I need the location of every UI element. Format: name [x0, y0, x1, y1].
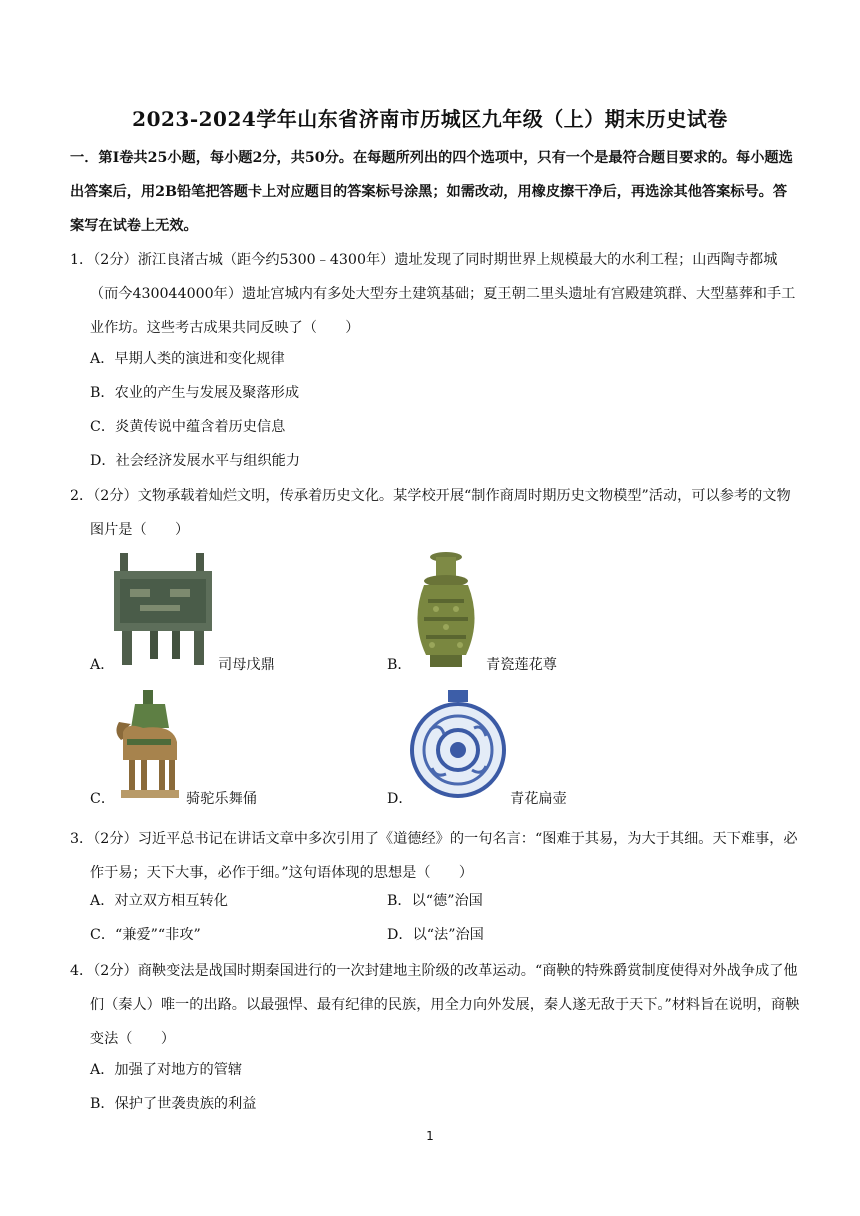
q4-option-a: A．加强了对地方的管辖	[90, 1062, 243, 1078]
camel-musicians-image	[113, 688, 183, 806]
q2-option-b-letter: B．	[387, 657, 412, 673]
question-3-stem: 3．（2分）习近平总书记在讲话文章中多次引用了《道德经》的一句名言：“图难于其易，为大于其细。天下难事，必作于易；天下大事，必作于细。”这句语体现的思想是（ ）	[70, 831, 798, 881]
q1-option-a: A．早期人类的演进和变化规律	[90, 351, 285, 367]
question-4-stem: 4．（2分）商鞅变法是战国时期秦国进行的一次封建地主阶级的改革运动。“商鞅的特殊爵赏制度使得对外战争成了他们（秦人）唯一的出路。以最强悍、最有纪律的民族，用全力向外发展，秦人遂无敌于天下。”材料旨在说明，商鞅变法（ ）	[70, 963, 800, 1047]
q1-option-b: B．农业的产生与发展及聚落形成	[90, 385, 300, 401]
q3-option-d: D．以“法”治国	[387, 927, 484, 943]
q2-option-d-label: 青花扁壶	[510, 791, 567, 807]
exam-title: 2023-2024学年山东省济南市历城区九年级（上）期末历史试卷	[132, 107, 728, 131]
q2-option-a-letter: A．	[90, 657, 115, 673]
q3-option-b: B．以“德”治国	[387, 893, 483, 909]
q1-option-c: C．炎黄传说中蕴含着历史信息	[90, 419, 286, 435]
q4-option-b: B．保护了世袭贵族的利益	[90, 1096, 257, 1112]
question-1-stem: 1．（2分）浙江良渚古城（距今约5300﹣4300年）遗址发现了同时期世界上规模最大的水利工程；山西陶寺都城（而今430044000年）遗址宫城内有多处大型夯土建筑基础；夏王朝二里头遗址有宫殿建筑群、大型墓葬和手工业作坊。这些考古成果共同反映了（ ）	[70, 252, 796, 336]
celadon-vase-image	[410, 551, 482, 673]
bronze-ding-image	[110, 553, 216, 671]
page-number: 1	[426, 1129, 434, 1143]
q1-option-d: D．社会经济发展水平与组织能力	[90, 453, 301, 469]
question-4	[70, 954, 800, 1056]
q2-option-c-letter: C．	[90, 791, 116, 807]
q3-option-a: A．对立双方相互转化	[90, 893, 228, 909]
blue-white-flask-image	[410, 690, 506, 806]
question-3	[70, 822, 800, 890]
q2-option-a-label: 司母戊鼎	[218, 657, 275, 673]
question-2	[70, 479, 800, 547]
q2-option-c-label: 骑驼乐舞俑	[186, 791, 257, 807]
question-1	[70, 243, 800, 345]
q3-option-c: C．“兼爱”“非攻”	[90, 927, 201, 943]
q2-option-d-letter: D．	[387, 791, 413, 807]
section-instructions: 一．第Ⅰ卷共25小题，每小题2分，共50分。在每题所列出的四个选项中，只有一个是最符合题目要求的。每小题选出答案后，用2B铅笔把答题卡上对应题目的答案标号涂黑；如需改动，用橡皮擦干净后，再选涂其他答案标号。答案写在试卷上无效。	[70, 150, 793, 234]
q2-option-b-label: 青瓷莲花尊	[486, 657, 557, 673]
question-2-stem: 2．（2分）文物承载着灿烂文明，传承着历史文化。某学校开展“制作商周时期历史文物模型”活动，可以参考的文物图片是（ ）	[70, 488, 791, 538]
